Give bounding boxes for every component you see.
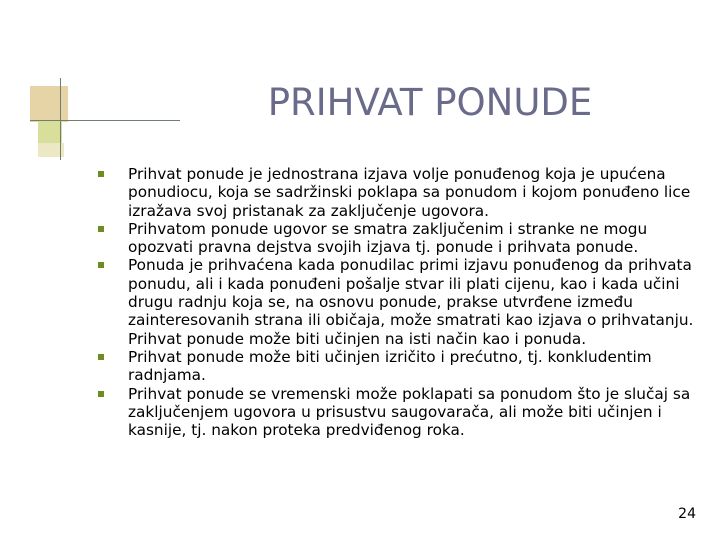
square-bullet-icon	[98, 171, 104, 177]
square-bullet-icon	[98, 391, 104, 397]
decorative-vertical-line	[60, 78, 61, 160]
bullet-text: Prihvat ponude može biti učinjen izričito i prećutno, tj. konkludentim radnjama.	[128, 347, 652, 385]
bullet-text: Ponuda je prihvaćena kada ponudilac primi izjavu ponuđenog da prihvata ponudu, ali i kada ponuđeni pošalje stvar ili plati cijenu, kao i kada učini drugu radnju koja se, na osnovu ponude, prakse utvrđene između zainteresovanih strana ili običaja, može smatrati kao izjava o prihvatanju. Prihvat ponude može biti učinjen na isti način kao i ponuda.	[128, 256, 694, 348]
bullet-item	[98, 256, 708, 347]
bullet-list	[98, 165, 708, 439]
bullet-item	[98, 348, 708, 385]
page-number: 24	[678, 506, 696, 522]
bullet-text: Prihvatom ponude ugovor se smatra zaključenim i stranke ne mogu opozvati pravna dejstva svojih izjava tj. ponude i prihvata ponude.	[128, 219, 648, 257]
square-bullet-icon	[98, 354, 104, 360]
decorative-square-green	[38, 120, 62, 144]
bullet-text: Prihvat ponude je jednostrana izjava volje ponuđenog koja je upućena ponudiocu, koja se sadržinski poklapa sa ponudom i kojom ponuđeno lice izražava svoj pristanak za zaključenje ugovora.	[128, 165, 691, 220]
square-bullet-icon	[98, 226, 104, 232]
decorative-square-beige	[30, 86, 68, 122]
square-bullet-icon	[98, 262, 104, 268]
bullet-item	[98, 220, 708, 257]
bullet-item	[98, 165, 708, 220]
decorative-horizontal-line	[30, 120, 180, 121]
bullet-text: Prihvat ponude se vremenski može poklapati sa ponudom što je slučaj sa zaključenjem ugovora u prisustvu saugovarača, ali može biti učinjen i kasnije, tj. nakon proteka predviđenog roka.	[128, 384, 691, 440]
bullet-item	[98, 385, 708, 440]
slide-title: PRIHVAT PONUDE	[267, 81, 593, 124]
